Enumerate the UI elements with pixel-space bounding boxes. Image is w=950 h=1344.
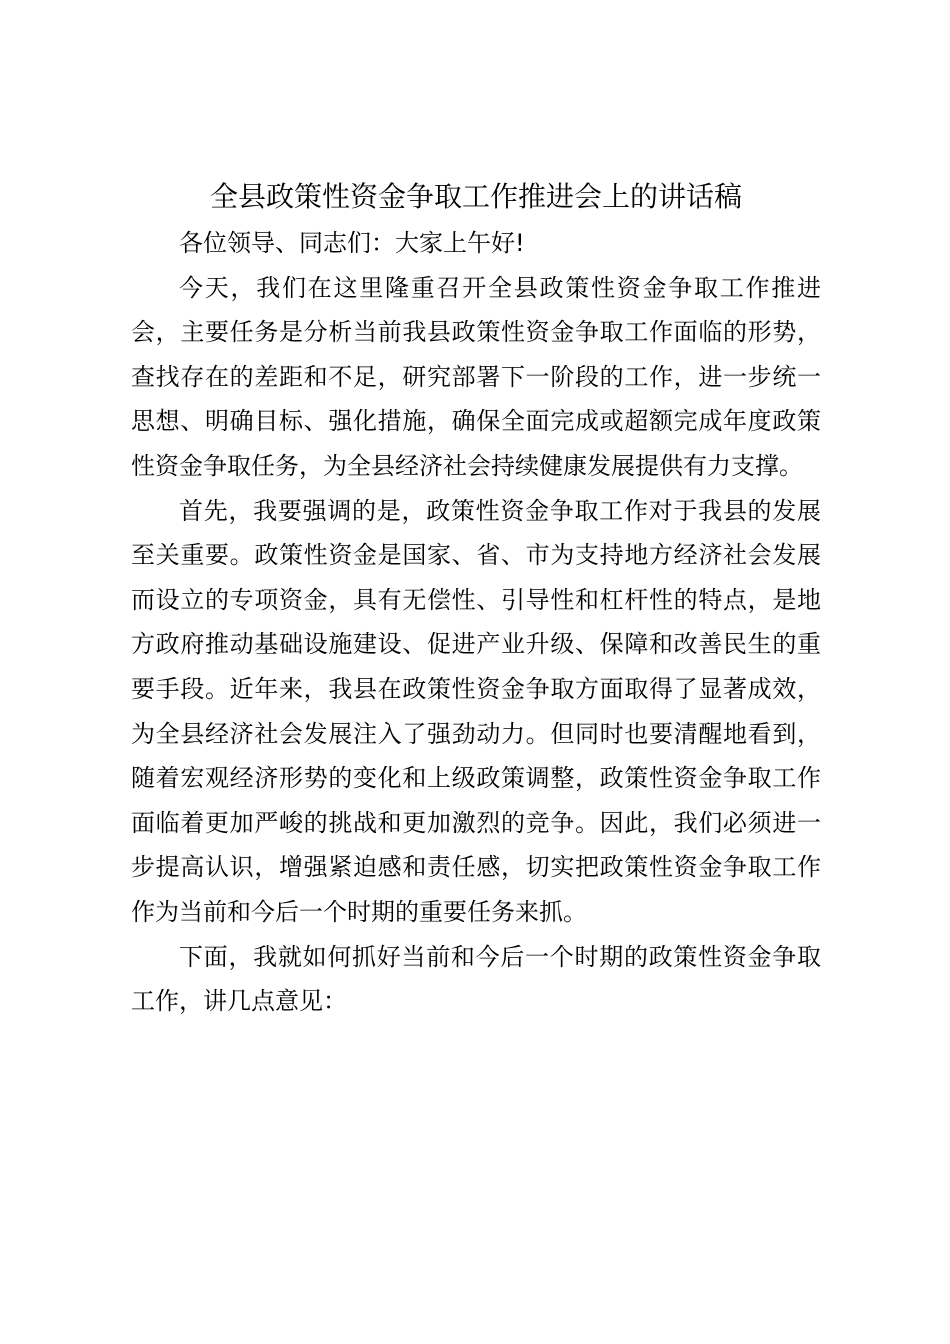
greeting-paragraph: 各位领导、同志们：大家上午好! — [179, 229, 525, 257]
paragraph-opinions: 下面，我就如何抓好当前和今后一个时期的政策性资金争取工作，讲几点意见： — [131, 942, 821, 1016]
paragraph-intro: 今天，我们在这里隆重召开全县政策性资金争取工作推进会，主要任务是分析当前我县政策性资金争取工作面临的形势，查找存在的差距和不足，研究部署下一阶段的工作，进一步统一思想、明确目标、强化措施，确保全面完成或超额完成年度政策性资金争取任务，为全县经济社会持续健康发展提供有力支撑。 — [131, 273, 821, 480]
document-title: 全县政策性资金争取工作推进会上的讲话稿 — [209, 180, 742, 213]
paragraph-importance: 首先，我要强调的是，政策性资金争取工作对于我县的发展至关重要。政策性资金是国家、省、市为支持地方经济社会发展而设立的专项资金，具有无偿性、引导性和杠杆性的特点，是地方政府推动基础设施建设、促进产业升级、保障和改善民生的重要手段。近年来，我县在政策性资金争取方面取得了显著成效，为全县经济社会发展注入了强劲动力。但同时也要清醒地看到，随着宏观经济形势的变化和上级政策调整，政策性资金争取工作面临着更加严峻的挑战和更加激烈的竞争。因此，我们必须进一步提高认识，增强紧迫感和责任感，切实把政策性资金争取工作作为当前和今后一个时期的重要任务来抓。 — [131, 496, 821, 926]
document-body — [131, 175, 821, 1024]
